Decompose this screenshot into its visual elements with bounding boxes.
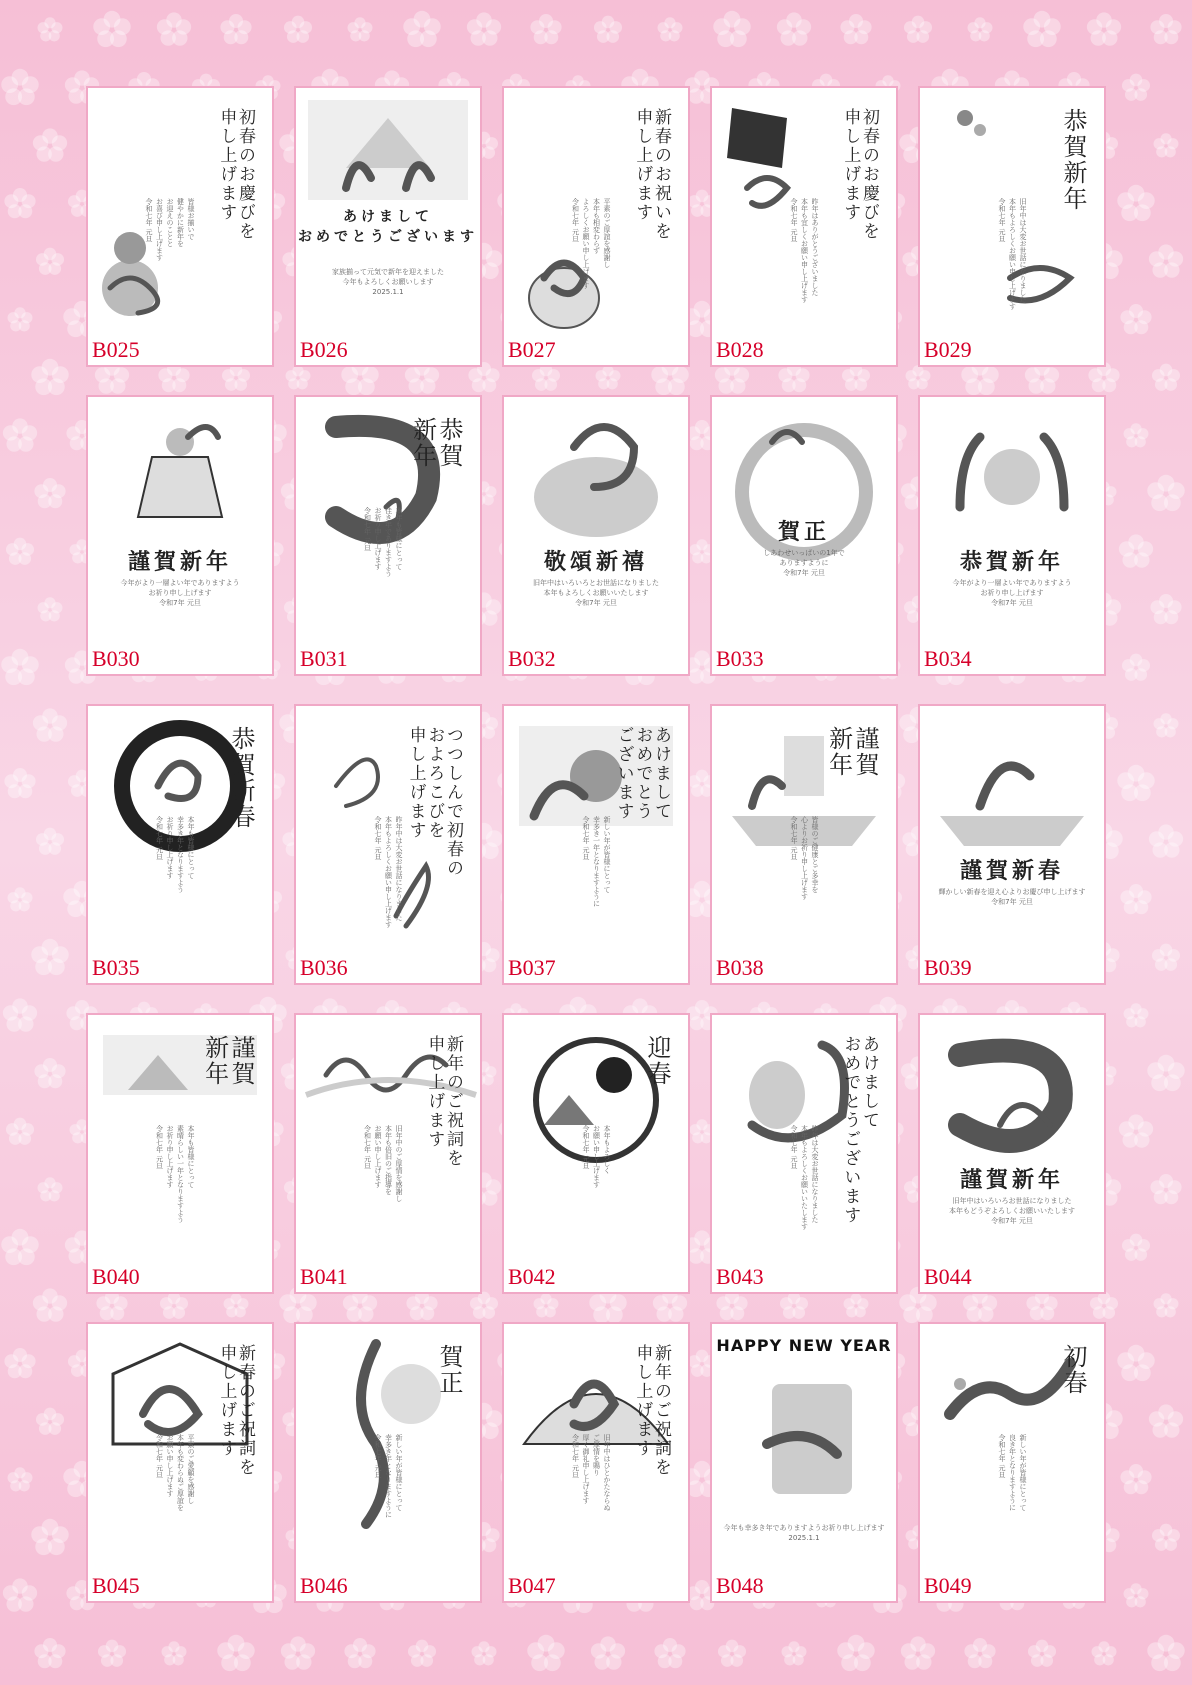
message-vertical: 旧年中はひとかたならぬ ご厚情を賜り 厚く御礼申し上げます 令和七年 元旦 bbox=[571, 1434, 611, 1511]
greeting: 謹賀新春 bbox=[959, 858, 1064, 884]
card-b048[interactable] bbox=[710, 1322, 898, 1603]
message-vertical: 旧年中は大変お世話になりました 本年もよろしくお願い申し上げます 令和七年 元旦 bbox=[998, 198, 1027, 310]
greeting-vertical: 新年のご祝詞を 申し上げます bbox=[632, 1344, 671, 1477]
card-b032[interactable] bbox=[502, 395, 690, 676]
card-b035[interactable] bbox=[86, 704, 274, 985]
card-b043[interactable] bbox=[710, 1013, 898, 1294]
message-vertical: 皆様のご健康とご多幸を 心よりお祈り申し上げます 令和七年 元旦 bbox=[790, 816, 819, 900]
card-code-label: B032 bbox=[508, 646, 556, 671]
greeting-vertical: あけまして おめでとう ございます bbox=[613, 726, 671, 821]
greeting-vertical: 初春のお慶びを 申し上げます bbox=[840, 108, 879, 241]
card-code-label: B026 bbox=[300, 337, 348, 362]
card-b031[interactable] bbox=[294, 395, 482, 676]
mi-sumi-illustration bbox=[920, 1015, 1104, 1292]
card-code-label: B035 bbox=[92, 955, 140, 980]
card-code-label: B046 bbox=[300, 1573, 348, 1598]
greeting-vertical: 新春のご祝詞を 申し上げます bbox=[216, 1344, 255, 1477]
card-b028[interactable] bbox=[710, 86, 898, 367]
message-vertical: 昨年はありがとうございました 本年も宜しくお願い申し上げます 令和七年 元旦 bbox=[790, 198, 819, 303]
card-code-label: B029 bbox=[924, 337, 972, 362]
ship-snake-illustration bbox=[920, 706, 1104, 983]
card-code-label: B041 bbox=[300, 1264, 348, 1289]
message: 今年がより一層よい年でありますよう お祈り申し上げます 令和7年 元旦 bbox=[120, 579, 240, 607]
card-b040[interactable] bbox=[86, 1013, 274, 1294]
card-b046[interactable] bbox=[294, 1322, 482, 1603]
message-vertical: 皆様お揃いで 健やかに新年を お迎えのことと お喜び申し上げます 令和七年 元旦 bbox=[145, 198, 195, 261]
card-code-label: B047 bbox=[508, 1573, 556, 1598]
card-b041[interactable] bbox=[294, 1013, 482, 1294]
card-b047[interactable] bbox=[502, 1322, 690, 1603]
greeting: あけまして おめでとうございます bbox=[298, 209, 478, 245]
card-b026[interactable] bbox=[294, 86, 482, 367]
card-b039[interactable] bbox=[918, 704, 1106, 985]
greeting-vertical: 賀正 bbox=[435, 1344, 463, 1396]
message: 旧年中はいろいろお世話になりました 本年もどうぞよろしくお願いいたします 令和7年 元旦 bbox=[949, 1197, 1075, 1225]
card-code-label: B031 bbox=[300, 646, 348, 671]
message-vertical: 本年もよろしく お願い申し上げます 令和七年 元旦 bbox=[582, 1125, 611, 1188]
greeting-vertical: 恭賀 新年 bbox=[408, 417, 463, 469]
card-code-label: B043 bbox=[716, 1264, 764, 1289]
greeting-vertical: 迎春 bbox=[643, 1035, 671, 1087]
card-code-label: B040 bbox=[92, 1264, 140, 1289]
card-code-label: B030 bbox=[92, 646, 140, 671]
message-vertical: 平素のご厚誼を感謝し 本年も相変わらず よろしくお願い申し上げます 令和七年 元旦 bbox=[571, 198, 611, 289]
card-code-label: B044 bbox=[924, 1264, 972, 1289]
card-code-label: B045 bbox=[92, 1573, 140, 1598]
message-vertical: 新しい年が皆様にとって 幸多き年となりますように 令和七年 元旦 bbox=[374, 1434, 403, 1518]
greeting-vertical: あけまして おめでとうございます bbox=[840, 1035, 879, 1225]
message: 輝かしい新春を迎え心よりお慶び申し上げます 令和7年 元旦 bbox=[938, 888, 1086, 906]
message: 今年も幸多き年でありますようお祈り申し上げます 2025.1.1 bbox=[723, 1524, 885, 1542]
card-b025[interactable] bbox=[86, 86, 274, 367]
greeting: 賀正 bbox=[777, 519, 830, 545]
card-b033[interactable] bbox=[710, 395, 898, 676]
snake-zoni-illustration bbox=[504, 397, 688, 674]
card-b045[interactable] bbox=[86, 1322, 274, 1603]
message: しあわせいっぱいの1年で ありますように 令和7年 元旦 bbox=[763, 549, 845, 577]
greeting: 謹賀新年 bbox=[959, 1167, 1064, 1193]
message-vertical: 旧年中のご厚情を感謝し 本年も倍旧のご指導を お願い申し上げます 令和七年 元旦 bbox=[363, 1125, 403, 1202]
message: 旧年中はいろいろとお世話になりました 本年もよろしくお願いいたします 令和7年 元旦 bbox=[533, 579, 659, 607]
card-code-label: B048 bbox=[716, 1573, 764, 1598]
greeting: 恭賀新年 bbox=[959, 549, 1064, 575]
daruma-snakes-illustration bbox=[920, 397, 1104, 674]
message-vertical: 新しい年が皆様にとって 良き年となりますように 令和七年 元旦 bbox=[998, 1434, 1027, 1511]
card-code-label: B028 bbox=[716, 337, 764, 362]
card-code-label: B036 bbox=[300, 955, 348, 980]
card-b027[interactable] bbox=[502, 86, 690, 367]
message-vertical: 本年も皆様にとって 佳き年でありますよう お祈り申し上げます 令和七年 元旦 bbox=[363, 507, 403, 577]
card-b037[interactable] bbox=[502, 704, 690, 985]
card-code-label: B037 bbox=[508, 955, 556, 980]
card-b036[interactable] bbox=[294, 704, 482, 985]
card-b049[interactable] bbox=[918, 1322, 1106, 1603]
card-code-label: B034 bbox=[924, 646, 972, 671]
greeting-english: HAPPY NEW YEAR bbox=[716, 1336, 892, 1355]
message-vertical: 新しい年が皆様にとって 幸多き一年となりますように 令和七年 元旦 bbox=[582, 816, 611, 907]
card-code-label: B025 bbox=[92, 337, 140, 362]
message-vertical: 昨年は大変お世話になりました 本年もよろしくお願いいたします 令和七年 元旦 bbox=[790, 1125, 819, 1230]
greeting-vertical: 新春のお祝いを 申し上げます bbox=[632, 108, 671, 241]
greeting-vertical: 謹賀 新年 bbox=[200, 1035, 255, 1087]
greeting-vertical: 恭賀新春 bbox=[227, 726, 255, 830]
greeting-vertical: 恭賀新年 bbox=[1059, 108, 1087, 212]
card-b038[interactable] bbox=[710, 704, 898, 985]
greeting: 敬頌新禧 bbox=[543, 549, 648, 575]
message: 今年がより一層よい年でありますよう お祈り申し上げます 令和7年 元旦 bbox=[952, 579, 1072, 607]
card-b042[interactable] bbox=[502, 1013, 690, 1294]
greeting-vertical: つつしんで初春の およろこびを 申し上げます bbox=[405, 726, 463, 878]
card-code-label: B039 bbox=[924, 955, 972, 980]
greeting: 謹賀新年 bbox=[127, 549, 232, 575]
message-vertical: 本年も皆様にとって 幸多き年となりますよう お祈り申し上げます 令和七年 元旦 bbox=[155, 816, 195, 893]
message-vertical: 昨年中は大変お世話になりました 本年もよろしくお願い申し上げます 令和七年 元旦 bbox=[374, 816, 403, 928]
greeting-vertical: 新年のご祝詞を 申し上げます bbox=[424, 1035, 463, 1168]
card-code-label: B033 bbox=[716, 646, 764, 671]
card-code-label: B042 bbox=[508, 1264, 556, 1289]
card-b044[interactable] bbox=[918, 1013, 1106, 1294]
card-b029[interactable] bbox=[918, 86, 1106, 367]
card-code-label: B038 bbox=[716, 955, 764, 980]
message-vertical: 平素のご愛顧を感謝し 本年も変わらぬご厚誼を お願い申し上げます 令和七年 元旦 bbox=[155, 1434, 195, 1511]
greeting-vertical: 謹賀 新年 bbox=[824, 726, 879, 778]
snake-2025-illustration bbox=[712, 1324, 896, 1601]
card-b030[interactable] bbox=[86, 395, 274, 676]
card-b034[interactable] bbox=[918, 395, 1106, 676]
greeting-vertical: 初春 bbox=[1059, 1344, 1087, 1396]
greeting-vertical: 初春のお慶びを 申し上げます bbox=[216, 108, 255, 241]
kagami-illustration bbox=[88, 397, 272, 674]
card-grid bbox=[86, 86, 1106, 1603]
message: 家族揃って元気で新年を迎えました 今年もよろしくお願いします 2025.1.1 bbox=[332, 268, 444, 296]
card-code-label: B049 bbox=[924, 1573, 972, 1598]
message-vertical: 本年も皆様にとって 素晴らしい一年となりますよう お祈り申し上げます 令和七年 元旦 bbox=[155, 1125, 195, 1223]
card-code-label: B027 bbox=[508, 337, 556, 362]
